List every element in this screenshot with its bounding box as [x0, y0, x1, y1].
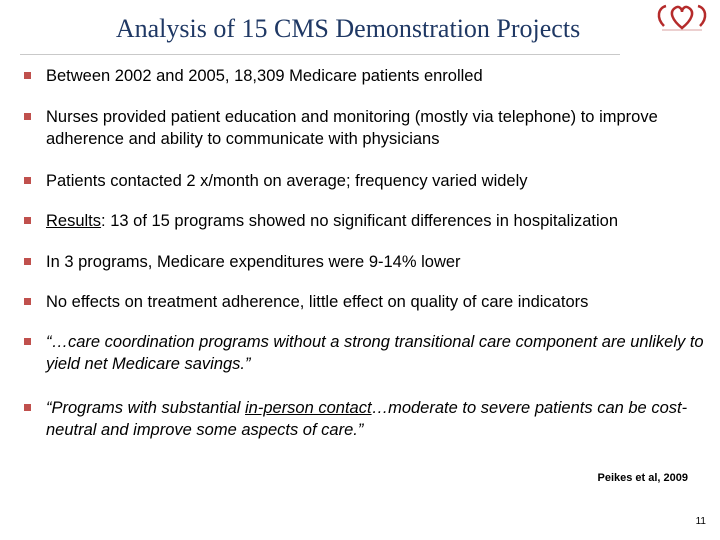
heart-logo-icon	[652, 2, 712, 34]
square-bullet-icon	[24, 210, 46, 232]
bullet-text: Between 2002 and 2005, 18,309 Medicare patients enrolled	[46, 67, 483, 85]
square-bullet-icon	[24, 397, 46, 441]
citation: Peikes et al, 2009	[597, 472, 688, 484]
bullet-item	[24, 65, 704, 87]
bullet-item	[24, 106, 704, 150]
bullet-text: In 3 programs, Medicare expenditures were 9-14% lower	[46, 253, 461, 271]
bullet-item	[24, 291, 704, 313]
page-number: 11	[695, 516, 706, 527]
slide-title: Analysis of 15 CMS Demonstration Projects	[115, 14, 581, 43]
square-bullet-icon	[24, 106, 46, 150]
bullet-item	[24, 331, 704, 375]
square-bullet-icon	[24, 291, 46, 313]
square-bullet-icon	[24, 331, 46, 375]
quote-text	[46, 397, 704, 441]
bullet-text	[46, 210, 704, 232]
square-bullet-icon	[24, 251, 46, 273]
bullet-text: Patients contacted 2 x/month on average; frequency varied widely	[46, 172, 528, 190]
quote-underlined: in-person contact	[245, 399, 372, 417]
quote-post: …moderate to severe patients can be cost-neutral and improve some aspects of care.”	[46, 399, 688, 439]
bullet-text: No effects on treatment adherence, little effect on quality of care indicators	[46, 293, 589, 311]
bullet-text: Nurses provided patient education and monitoring (mostly via telephone) to improve adherence and ability to communicate with physicians	[46, 108, 658, 148]
bullet-item	[24, 397, 704, 441]
square-bullet-icon	[24, 170, 46, 192]
quote-text: “…care coordination programs without a strong transitional care component are unlikely to yield net Medicare savings.”	[46, 333, 704, 373]
results-label: Results	[46, 212, 102, 230]
results-text: : 13 of 15 programs showed no significant differences in hospitalization	[101, 212, 619, 230]
square-bullet-icon	[24, 65, 46, 87]
bullet-item	[24, 210, 704, 232]
bullet-item	[24, 251, 704, 273]
quote-pre: “Programs with substantial	[46, 399, 245, 417]
bullet-item	[24, 170, 704, 192]
title-divider	[20, 54, 620, 55]
